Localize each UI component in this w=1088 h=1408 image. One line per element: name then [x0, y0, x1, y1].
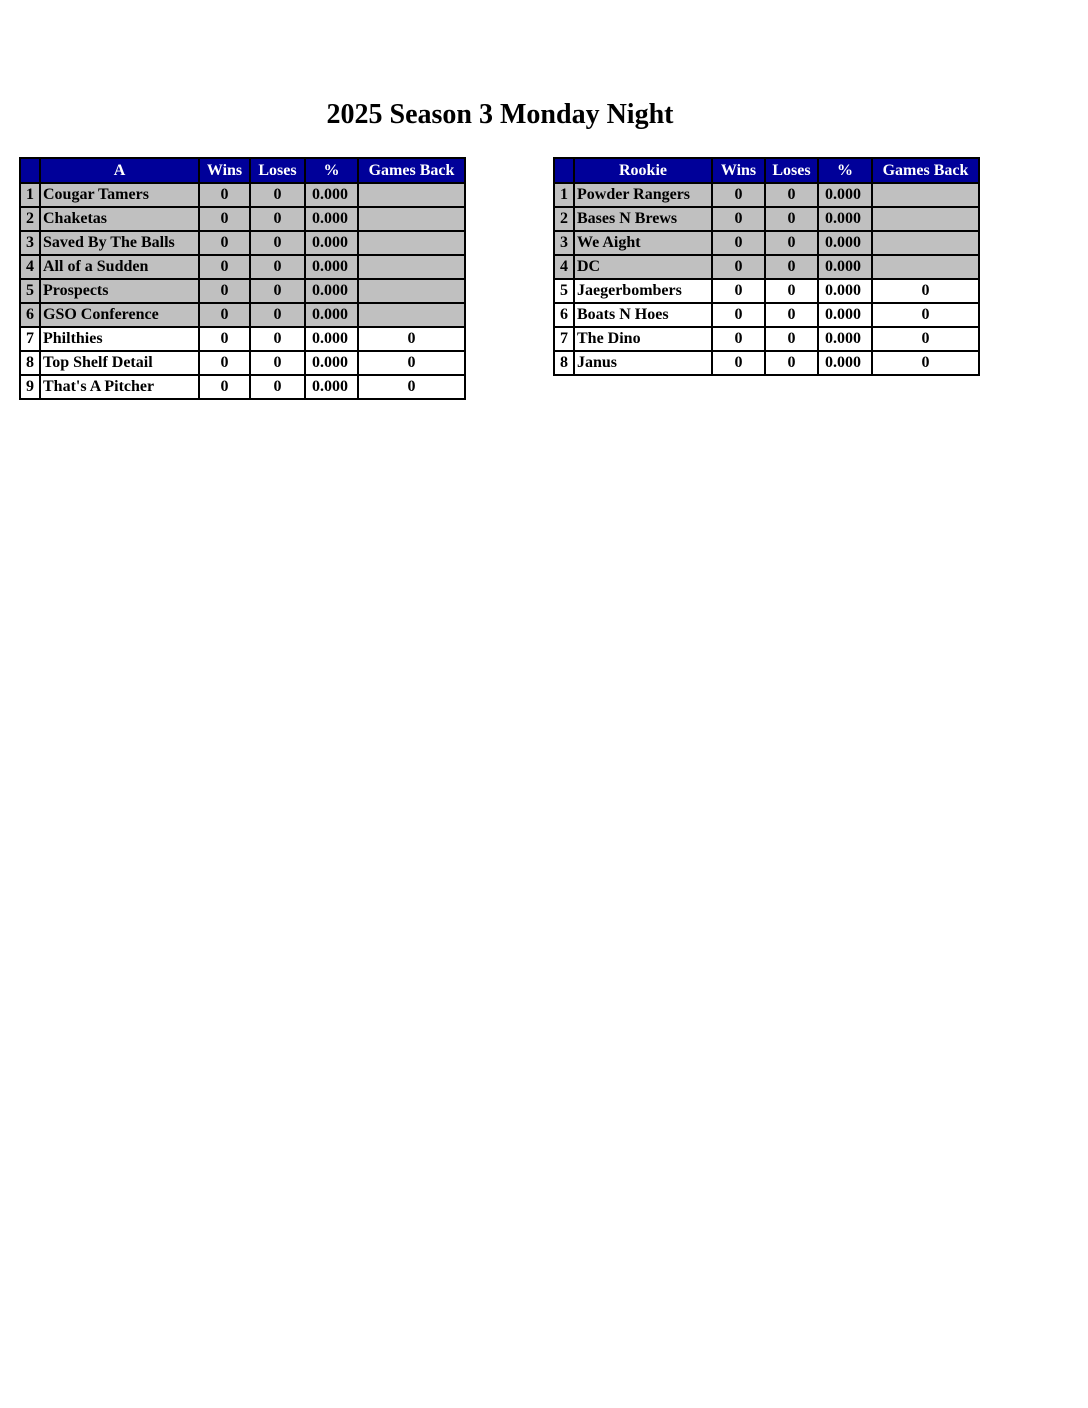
- rank-cell: 1: [20, 183, 40, 207]
- pct-cell: 0.000: [305, 303, 358, 327]
- games-back-cell: 0: [872, 303, 979, 327]
- pct-cell: 0.000: [305, 351, 358, 375]
- team-name-cell: Janus: [574, 351, 712, 375]
- games-back-cell: 0: [872, 327, 979, 351]
- team-name-cell: Chaketas: [40, 207, 199, 231]
- games-back-cell: [358, 183, 465, 207]
- team-name-cell: All of a Sudden: [40, 255, 199, 279]
- loses-cell: 0: [250, 231, 305, 255]
- wins-cell: 0: [712, 303, 765, 327]
- rank-cell: 6: [20, 303, 40, 327]
- division-name-header: Rookie: [574, 158, 712, 183]
- games-back-cell: [872, 255, 979, 279]
- table-row: [554, 351, 979, 375]
- team-name-cell: Top Shelf Detail: [40, 351, 199, 375]
- table-row: [554, 327, 979, 351]
- table-row: [20, 351, 465, 375]
- wins-cell: 0: [199, 279, 250, 303]
- rank-cell: 8: [554, 351, 574, 375]
- wins-cell: 0: [712, 255, 765, 279]
- wins-cell: 0: [199, 327, 250, 351]
- rank-cell: 7: [20, 327, 40, 351]
- loses-cell: 0: [250, 255, 305, 279]
- loses-cell: 0: [250, 183, 305, 207]
- page-title: 2025 Season 3 Monday Night: [326, 99, 674, 130]
- pct-cell: 0.000: [305, 231, 358, 255]
- pct-cell: 0.000: [305, 207, 358, 231]
- division-a-standings-table: [19, 157, 466, 400]
- games-back-cell: [358, 231, 465, 255]
- wins-cell: 0: [199, 303, 250, 327]
- pct-cell: 0.000: [818, 279, 872, 303]
- games-back-cell: [358, 207, 465, 231]
- table-row: [20, 207, 465, 231]
- wins-header: Wins: [199, 158, 250, 183]
- games-back-cell: 0: [872, 351, 979, 375]
- loses-cell: 0: [765, 327, 818, 351]
- team-name-cell: Cougar Tamers: [40, 183, 199, 207]
- team-name-cell: The Dino: [574, 327, 712, 351]
- table-row: [20, 231, 465, 255]
- table-row: [20, 279, 465, 303]
- pct-cell: 0.000: [305, 279, 358, 303]
- wins-cell: 0: [199, 231, 250, 255]
- wins-cell: 0: [712, 231, 765, 255]
- games-back-cell: [872, 207, 979, 231]
- loses-cell: 0: [250, 351, 305, 375]
- team-name-cell: Boats N Hoes: [574, 303, 712, 327]
- team-name-cell: Prospects: [40, 279, 199, 303]
- rank-cell: 9: [20, 375, 40, 399]
- games-back-cell: 0: [358, 375, 465, 399]
- team-name-cell: Bases N Brews: [574, 207, 712, 231]
- team-name-cell: DC: [574, 255, 712, 279]
- table-row: [20, 375, 465, 399]
- rank-cell: 8: [20, 351, 40, 375]
- games-back-cell: [358, 279, 465, 303]
- division-name-header: A: [40, 158, 199, 183]
- rank-cell: 4: [554, 255, 574, 279]
- loses-header: Loses: [765, 158, 818, 183]
- pct-cell: 0.000: [818, 351, 872, 375]
- loses-cell: 0: [250, 279, 305, 303]
- games-back-cell: 0: [872, 279, 979, 303]
- table-header-row: [20, 158, 465, 183]
- pct-cell: 0.000: [305, 375, 358, 399]
- division-rookie-standings-table: [553, 157, 980, 376]
- table-row: [554, 303, 979, 327]
- rank-cell: 5: [20, 279, 40, 303]
- rank-cell: 4: [20, 255, 40, 279]
- loses-cell: 0: [765, 279, 818, 303]
- team-name-cell: Saved By The Balls: [40, 231, 199, 255]
- rank-cell: 7: [554, 327, 574, 351]
- pct-cell: 0.000: [818, 327, 872, 351]
- loses-cell: 0: [765, 351, 818, 375]
- games-back-header: Games Back: [872, 158, 979, 183]
- pct-cell: 0.000: [305, 327, 358, 351]
- pct-header: %: [818, 158, 872, 183]
- games-back-cell: 0: [358, 351, 465, 375]
- team-name-cell: GSO Conference: [40, 303, 199, 327]
- loses-cell: 0: [765, 183, 818, 207]
- loses-cell: 0: [250, 375, 305, 399]
- pct-header: %: [305, 158, 358, 183]
- games-back-cell: [358, 303, 465, 327]
- loses-cell: 0: [765, 303, 818, 327]
- table-row: [554, 231, 979, 255]
- rank-cell: 2: [20, 207, 40, 231]
- team-name-cell: That's A Pitcher: [40, 375, 199, 399]
- table-row: [20, 255, 465, 279]
- table-row: [20, 183, 465, 207]
- wins-cell: 0: [199, 375, 250, 399]
- rank-cell: 3: [554, 231, 574, 255]
- rank-cell: 2: [554, 207, 574, 231]
- pct-cell: 0.000: [818, 183, 872, 207]
- loses-cell: 0: [765, 207, 818, 231]
- team-name-cell: We Aight: [574, 231, 712, 255]
- loses-cell: 0: [250, 327, 305, 351]
- pct-cell: 0.000: [305, 255, 358, 279]
- team-name-cell: Philthies: [40, 327, 199, 351]
- games-back-cell: [358, 255, 465, 279]
- team-name-cell: Powder Rangers: [574, 183, 712, 207]
- loses-cell: 0: [250, 207, 305, 231]
- pct-cell: 0.000: [818, 255, 872, 279]
- wins-cell: 0: [712, 183, 765, 207]
- wins-cell: 0: [199, 351, 250, 375]
- rank-cell: 1: [554, 183, 574, 207]
- pct-cell: 0.000: [818, 231, 872, 255]
- pct-cell: 0.000: [818, 207, 872, 231]
- table-row: [554, 207, 979, 231]
- table-header-row: [554, 158, 979, 183]
- wins-cell: 0: [199, 183, 250, 207]
- pct-cell: 0.000: [305, 183, 358, 207]
- rank-header: [20, 158, 40, 183]
- wins-cell: 0: [712, 207, 765, 231]
- rank-cell: 6: [554, 303, 574, 327]
- wins-cell: 0: [199, 207, 250, 231]
- loses-cell: 0: [250, 303, 305, 327]
- wins-cell: 0: [712, 327, 765, 351]
- table-row: [20, 327, 465, 351]
- games-back-cell: 0: [358, 327, 465, 351]
- rank-cell: 5: [554, 279, 574, 303]
- games-back-cell: [872, 231, 979, 255]
- wins-header: Wins: [712, 158, 765, 183]
- rank-header: [554, 158, 574, 183]
- loses-cell: 0: [765, 231, 818, 255]
- rank-cell: 3: [20, 231, 40, 255]
- table-row: [554, 183, 979, 207]
- games-back-cell: [872, 183, 979, 207]
- games-back-header: Games Back: [358, 158, 465, 183]
- loses-cell: 0: [765, 255, 818, 279]
- wins-cell: 0: [199, 255, 250, 279]
- team-name-cell: Jaegerbombers: [574, 279, 712, 303]
- table-row: [554, 279, 979, 303]
- wins-cell: 0: [712, 351, 765, 375]
- wins-cell: 0: [712, 279, 765, 303]
- loses-header: Loses: [250, 158, 305, 183]
- table-row: [20, 303, 465, 327]
- table-row: [554, 255, 979, 279]
- pct-cell: 0.000: [818, 303, 872, 327]
